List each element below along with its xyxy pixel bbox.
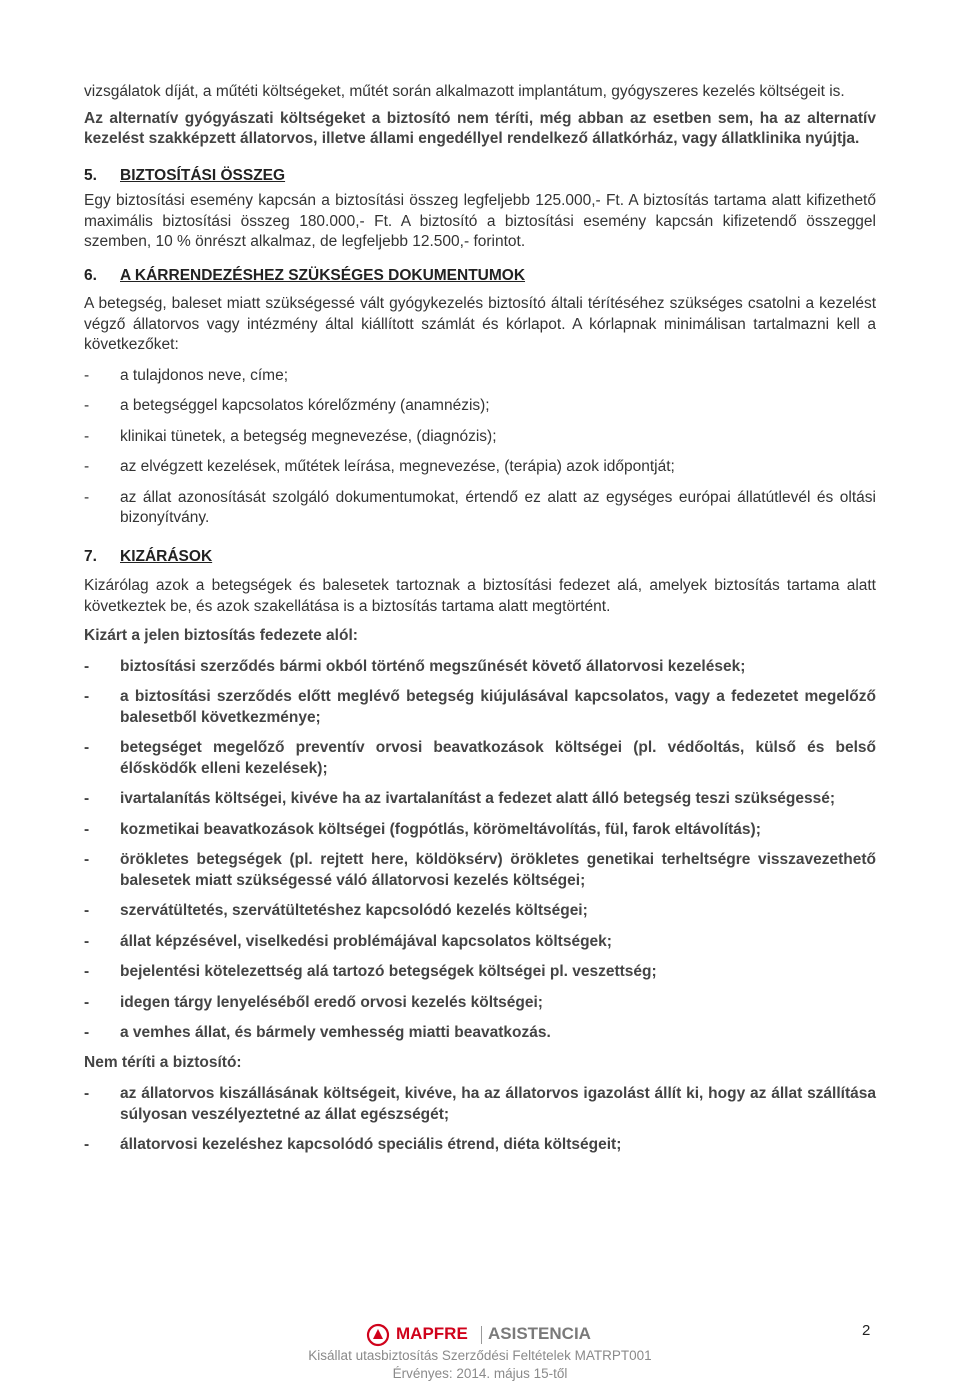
document-page <box>84 82 876 1156</box>
excluded-list <box>84 657 876 1044</box>
section-title: KIZÁRÁSOK <box>120 547 213 565</box>
list-item: - a biztosítási szerződés előtt meglévő betegség kiújulásával kapcsolatos, vagy a fedezetet megelőző balesetből következménye; <box>84 688 876 726</box>
list-item: - állat képzésével, viselkedési problémájával kapcsolatos költségek; <box>84 932 612 950</box>
list-item: - biztosítási szerződés bármi okból történő megszűnését követő állatorvosi kezelések; <box>84 657 746 675</box>
section-number: 5. <box>84 166 97 184</box>
list-item: - bejelentési kötelezettség alá tartozó betegségek költségei pl. veszettség; <box>84 963 657 980</box>
section-5-heading <box>84 166 876 187</box>
list-item: - idegen tárgy lenyeléséből eredő orvosi kezelés költségei; <box>84 993 543 1011</box>
list-item: - az állat azonosítását szolgáló dokumentumokat, értendő ez alatt az egységes európai állatútlevél és oltási bizonyítvány. <box>84 488 876 526</box>
list-item: - kozmetikai beavatkozások költségei (fogpótlás, körömeltávolítás, fül, farok eltávolítás); <box>84 820 761 838</box>
list-item: - a betegséggel kapcsolatos kórelőzmény (anamnézis); <box>84 397 490 414</box>
list-item: - az állatorvos kiszállásának költségeit, kivéve, ha az állatorvos igazolást állít ki, hogy az állat szállítása súlyosan veszélyeztetné az állat egészségét; <box>84 1085 876 1123</box>
section-number: 7. <box>84 547 97 565</box>
intro-paragraph-2: Az alternatív gyógyászati költségeket a biztosító nem téríti, még abban az esetben sem, ha az alternatív kezelést szakképzett állatorvos, illetve állami engedéllyel rendelkező állatkórház, vagy állatklinika nyújtja. <box>84 109 876 147</box>
list-item: - klinikai tünetek, a betegség megnevezése, (diagnózis); <box>84 427 497 445</box>
list-item: - ivartalanítás költségei, kivéve ha az ivartalanítást a fedezet alatt álló betegség teszi szükségessé; <box>84 790 836 807</box>
intro-paragraph-1: vizsgálatok díját, a műtéti költségeket, műtét során alkalmazott implantátum, gyógyszeres kezelés költségeit is. <box>84 83 845 100</box>
section-title: BIZTOSÍTÁSI ÖSSZEG <box>120 166 286 184</box>
section-6-heading <box>84 266 876 287</box>
list-item: - szervátültetés, szervátültetéshez kapcsolódó kezelés költségei; <box>84 902 588 919</box>
section-7-body: Kizárólag azok a betegségek és balesetek tartoznak a biztosítási fedezet alá, amelyek biztosítás tartama alatt következtek be, és azok szakellátása is a biztosítás tartama alatt megtörtént. <box>84 577 876 615</box>
brand-name: MAPFRE <box>396 1324 468 1343</box>
logo-divider <box>481 1326 482 1344</box>
footer-validity: Érvényes: 2014. május 15-től <box>392 1366 568 1381</box>
section-5-body: Egy biztosítási esemény kapcsán a biztosítási összeg legfeljebb 125.000,- Ft. A biztosítás tartama alatt kifizethető maximális biztosítási összeg 180.000,- Ft. A biztosító a biztosítási esemény kapcsán kifizetendő összeggel szemben, 10 % önrészt alkalmaz, de legfeljebb 12.500,- forintot. <box>84 192 876 250</box>
section-6-body: A betegség, baleset miatt szükségessé vált gyógykezelés biztosító általi térítéséhez szükséges csatolni a kezelést végző állatorvos vagy intézmény által kiállított számlát és kórlapot. A kórlapnak minimálisan tartalmazni kell a következőket: <box>84 295 876 353</box>
brand-sub: ASISTENCIA <box>488 1324 591 1343</box>
footer-document-title: Kisállat utasbiztosítás Szerződési Feltételek MATRPT001 <box>308 1348 652 1363</box>
list-item: - állatorvosi kezeléshez kapcsolódó speciális étrend, diéta költségeit; <box>84 1136 622 1153</box>
not-covered-title: Nem téríti a biztosító: <box>84 1053 242 1071</box>
excluded-title: Kizárt a jelen biztosítás fedezete alól: <box>84 627 358 644</box>
mapfre-logo <box>366 1322 606 1348</box>
section-7-heading <box>84 547 876 568</box>
page-number: 2 <box>862 1322 871 1339</box>
not-covered-list <box>84 1084 876 1156</box>
required-documents-list <box>84 366 876 529</box>
list-item: - a tulajdonos neve, címe; <box>84 366 289 384</box>
list-item: - betegséget megelőző preventív orvosi beavatkozások költségei (pl. védőoltás, külső és belső élősködők elleni kezelések); <box>84 739 876 777</box>
list-item: - a vemhes állat, és bármely vemhesség miatti beavatkozás. <box>84 1024 551 1041</box>
list-item: - az elvégzett kezelések, műtétek leírása, megnevezése, (terápia) azok időpontját; <box>84 458 675 475</box>
section-title: A KÁRRENDEZÉSHEZ SZÜKSÉGES DOKUMENTUMOK <box>120 266 526 284</box>
list-item: - örökletes betegségek (pl. rejtett here, köldöksérv) örökletes genetikai terheltségre visszavezethető balesetek miatt szükségessé váló állatorvosi kezelés költségei; <box>84 851 876 889</box>
section-number: 6. <box>84 266 97 284</box>
